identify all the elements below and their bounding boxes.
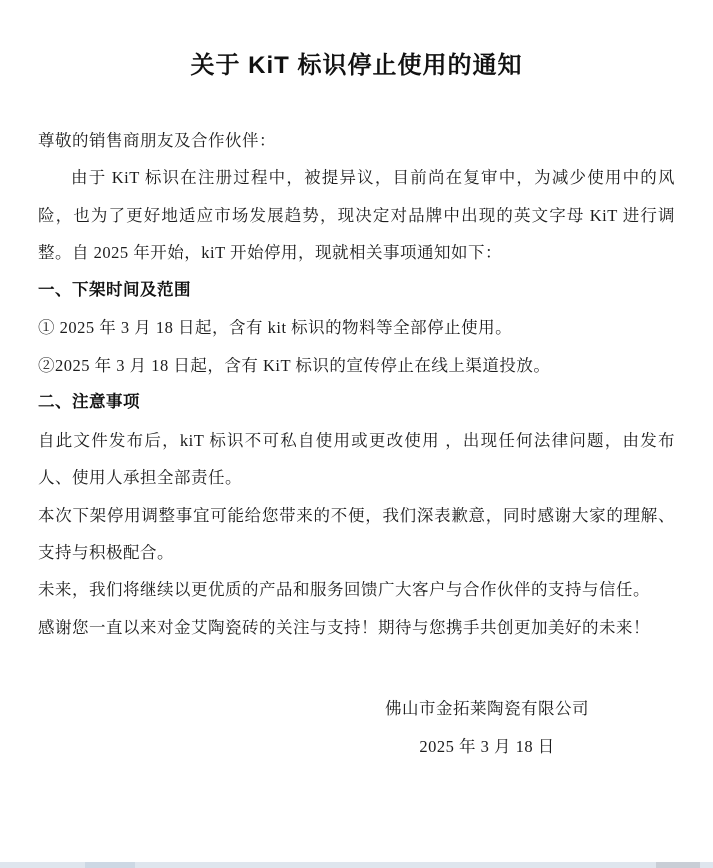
section-2-paragraph-1: 自此文件发布后，kiT 标识不可私自使用或更改使用 ，出现任何法律问题，由发布人、使用人承担全部责任。 [38, 430, 675, 488]
signature-company: 佛山市金拓莱陶瓷有限公司 [385, 699, 589, 719]
section-2-paragraph-4: 感谢您一直以来对金艾陶瓷砖的关注与支持！期待与您携手共创更加美好的未来！ [38, 617, 650, 637]
section-2-paragraph-3: 未来，我们将继续以更优质的产品和服务回馈广大客户与合作伙伴的支持与信任。 [38, 580, 650, 600]
section-2-paragraph-2: 本次下架停用调整事宜可能给您带来的不便，我们深表歉意，同时感谢大家的理解、支持与积极配合。 [38, 505, 675, 562]
horizontal-scrollbar-track[interactable] [0, 862, 713, 868]
section-1-item-1: ① 2025 年 3 月 18 日起，含有 kit 标识的物料等全部停止使用。 [38, 318, 513, 338]
signature-date: 2025 年 3 月 18 日 [419, 736, 555, 756]
intro-paragraph: 由于 KiT 标识在注册过程中，被提异议，目前尚在复审中，为减少使用中的风险，也为了更好地适应市场发展趋势，现决定对品牌中出现的英文字母 KiT 进行调整。自 2025 年开始，kiT 开始停用，现就相关事项通知如下： [38, 168, 675, 263]
signature-block [385, 690, 589, 765]
section-1-item-2: ②2025 年 3 月 18 日起，含有 KiT 标识的宣传停止在线上渠道投放。 [38, 355, 551, 375]
section-1-heading: 一、下架时间及范围 [38, 280, 191, 299]
salutation: 尊敬的销售商朋友及合作伙伴： [38, 131, 276, 150]
scrollbar-thumb-right[interactable] [656, 862, 700, 868]
scrollbar-thumb-left[interactable] [85, 862, 135, 868]
notice-title: 关于 KiT 标识停止使用的通知 [190, 52, 523, 79]
section-2-heading: 二、注意事项 [38, 393, 140, 412]
